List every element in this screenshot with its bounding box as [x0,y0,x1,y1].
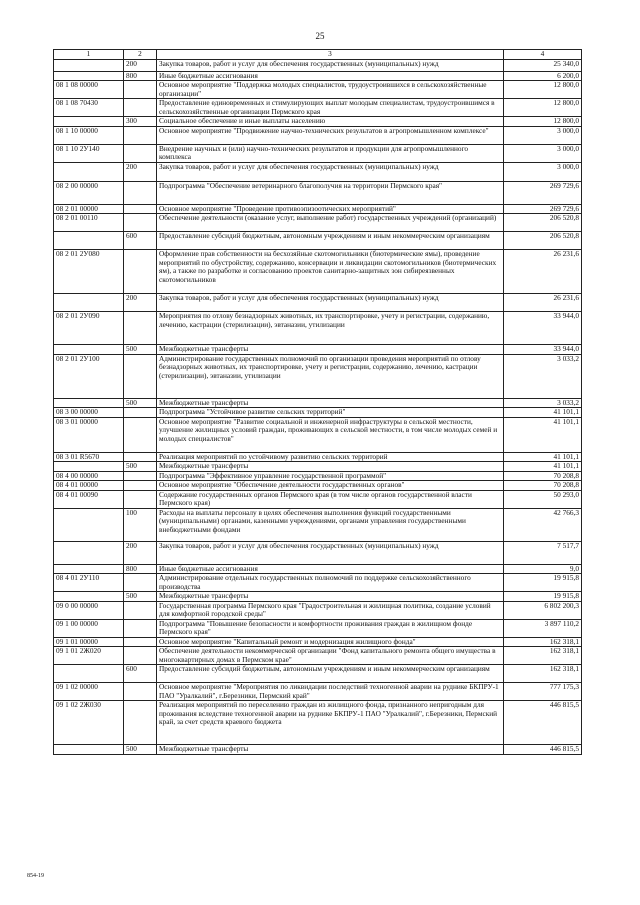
row-code-cell: 08 2 01 2У100 [54,354,124,398]
row-amount-cell: 41 101,1 [504,462,582,472]
table-row [54,481,582,491]
row-amount-cell: 26 231,6 [504,294,582,312]
table-row [54,471,582,481]
row-expense-type-cell: 800 [124,71,157,81]
row-expense-type-cell [124,144,157,162]
row-code-cell [54,462,124,472]
row-code-cell: 09 1 02 00000 [54,683,124,701]
row-expense-type-cell: 300 [124,117,157,127]
table-row [54,144,582,162]
row-expense-type-cell [124,204,157,214]
row-amount-cell: 162 318,1 [504,665,582,683]
row-name-cell: Основное мероприятие "Капитальный ремонт и модернизация жилищного фонда" [157,637,504,647]
row-name-cell: Государственная программа Пермского края "Градостроительная и жилищная политика, создание условий для комфортной городской среды" [157,601,504,619]
table-row [54,408,582,418]
table-row [54,126,582,144]
row-name-cell: Межбюджетные трансферты [157,592,504,602]
row-expense-type-cell: 200 [124,162,157,181]
row-expense-type-cell [124,181,157,204]
row-amount-cell: 12 800,0 [504,81,582,99]
row-name-cell: Предоставление субсидий бюджетным, автономным учреждениям и иным некоммерческим организациям [157,665,504,683]
header-col-2: 2 [124,50,157,60]
table-row [54,592,582,602]
row-code-cell [54,294,124,312]
row-amount-cell: 70 208,8 [504,481,582,491]
row-code-cell: 08 1 10 2У140 [54,144,124,162]
row-name-cell: Основное мероприятие "Проведение противоэпизоотических мероприятий" [157,204,504,214]
row-amount-cell: 12 800,0 [504,117,582,127]
header-col-3: 3 [157,50,504,60]
table-body [54,59,582,754]
table-row [54,637,582,647]
table-row [54,564,582,574]
row-expense-type-cell [124,481,157,491]
row-name-cell: Подпрограмма "Повышение безопасности и комфортности проживания граждан в жилищном фонде Пермского края" [157,619,504,637]
row-code-cell [54,345,124,355]
row-amount-cell: 19 915,8 [504,574,582,592]
row-expense-type-cell: 500 [124,462,157,472]
row-expense-type-cell [124,637,157,647]
row-code-cell [54,59,124,71]
row-expense-type-cell [124,81,157,99]
row-expense-type-cell: 800 [124,564,157,574]
row-name-cell: Администрирование отдельных государственных полномочий по поддержке сельскохозяйственного производства [157,574,504,592]
row-name-cell: Мероприятия по отлову безнадзорных животных, их транспортировке, учету и регистрации, содержанию, лечению, кастрации (стерилизации), эвтаназии, утилизации [157,312,504,345]
header-col-1: 1 [54,50,124,60]
row-expense-type-cell [124,354,157,398]
row-name-cell: Подпрограмма "Устойчивое развитие сельских территорий" [157,408,504,418]
table-row [54,117,582,127]
row-code-cell: 08 2 01 00110 [54,214,124,232]
row-name-cell: Внедрение научных и (или) научно-технических результатов и продукции для агропромышленного комплекса [157,144,504,162]
row-amount-cell: 3 897 110,2 [504,619,582,637]
row-expense-type-cell: 500 [124,745,157,755]
row-expense-type-cell [124,647,157,665]
row-code-cell: 08 3 00 00000 [54,408,124,418]
row-name-cell: Оформление прав собственности на бесхозяйные скотомогильники (биотермические ямы), проведение мероприятий по обустройству, содержанию, консервации и ликвидации скотомогильников (биотермических ям), а также по разработке и согласованию проектов санитарно-защитных зон сибиреязвенных скотомогильников [157,250,504,294]
row-name-cell: Содержание государственных органов Пермского края (в том числе органов государственной власти Пермского края) [157,490,504,508]
row-amount-cell: 162 318,1 [504,637,582,647]
row-amount-cell: 777 175,3 [504,683,582,701]
row-code-cell: 09 1 01 00000 [54,637,124,647]
table-row [54,452,582,462]
table-row [54,232,582,250]
row-name-cell: Обеспечение деятельности (оказание услуг, выполнение работ) государственных учреждений (организаций) [157,214,504,232]
table-header-row [54,50,582,60]
row-amount-cell: 446 815,5 [504,745,582,755]
page-number: 25 [315,31,325,41]
row-name-cell: Межбюджетные трансферты [157,398,504,408]
row-name-cell: Подпрограмма "Обеспечение ветеринарного благополучия на территории Пермского края" [157,181,504,204]
row-amount-cell: 41 101,1 [504,452,582,462]
row-expense-type-cell [124,126,157,144]
table-row [54,345,582,355]
row-amount-cell: 3 033,2 [504,354,582,398]
row-code-cell: 08 1 08 00000 [54,81,124,99]
row-expense-type-cell [124,683,157,701]
row-code-cell: 08 4 01 00090 [54,490,124,508]
table-row [54,181,582,204]
row-expense-type-cell [124,471,157,481]
row-amount-cell: 41 101,1 [504,417,582,452]
row-amount-cell: 6 200,0 [504,71,582,81]
table-row [54,745,582,755]
table-row [54,354,582,398]
table-row [54,204,582,214]
table-row [54,462,582,472]
row-code-cell: 08 3 01 00000 [54,417,124,452]
row-amount-cell: 42 766,3 [504,508,582,541]
row-code-cell [54,117,124,127]
row-name-cell: Основное мероприятие "Продвижение научно-технических результатов в агропромышленном комплексе" [157,126,504,144]
row-amount-cell: 3 000,0 [504,144,582,162]
row-code-cell [54,564,124,574]
table-row [54,541,582,564]
row-code-cell: 08 2 01 00000 [54,204,124,214]
row-expense-type-cell: 500 [124,592,157,602]
row-code-cell [54,71,124,81]
row-name-cell: Межбюджетные трансферты [157,745,504,755]
row-amount-cell: 33 944,0 [504,345,582,355]
header-col-4: 4 [504,50,582,60]
budget-table [53,49,582,755]
row-name-cell: Межбюджетные трансферты [157,345,504,355]
row-code-cell: 09 1 02 2Ж030 [54,701,124,745]
table-row [54,665,582,683]
row-expense-type-cell: 200 [124,294,157,312]
table-row [54,619,582,637]
row-code-cell [54,745,124,755]
row-name-cell: Социальное обеспечение и иные выплаты населению [157,117,504,127]
row-expense-type-cell [124,490,157,508]
row-amount-cell: 6 802 200,3 [504,601,582,619]
row-name-cell: Подпрограмма "Эффективное управление государственной программой" [157,471,504,481]
row-name-cell: Закупка товаров, работ и услуг для обеспечения государственных (муниципальных) нужд [157,162,504,181]
row-code-cell: 08 1 08 70430 [54,99,124,117]
row-name-cell: Основное мероприятие "Мероприятия по ликвидации последствий техногенной аварии на руднике БКПРУ-1 ПАО "Уралкалий", г.Березники, Пермский край" [157,683,504,701]
row-name-cell: Предоставление единовременных и стимулирующих выплат молодым специалистам, трудоустроившимся в сельскохозяйственные организации Пермского края [157,99,504,117]
row-expense-type-cell [124,619,157,637]
row-name-cell: Администрирование государственных полномочий по организации проведения мероприятий по отлову безнадзорных животных, их транспортировке, учету и регистрации, содержанию, лечению, кастрации (стерилизации), эвтаназии, утилизации [157,354,504,398]
table-row [54,683,582,701]
row-amount-cell: 9,0 [504,564,582,574]
row-expense-type-cell [124,574,157,592]
table-row [54,417,582,452]
table-row [54,71,582,81]
row-name-cell: Основное мероприятие "Обеспечение деятельности государственных органов" [157,481,504,491]
row-amount-cell: 50 293,0 [504,490,582,508]
row-code-cell: 08 4 00 00000 [54,471,124,481]
row-amount-cell: 446 815,5 [504,701,582,745]
table-row [54,250,582,294]
row-code-cell: 08 4 01 00000 [54,481,124,491]
row-expense-type-cell [124,214,157,232]
table-row [54,398,582,408]
row-expense-type-cell [124,250,157,294]
table-row [54,59,582,71]
row-code-cell: 08 2 00 00000 [54,181,124,204]
row-amount-cell: 33 944,0 [504,312,582,345]
row-expense-type-cell: 100 [124,508,157,541]
row-name-cell: Обеспечение деятельности некоммерческой организации "Фонд капитального ремонта общего имущества в многоквартирных домах в Пермском крае" [157,647,504,665]
row-name-cell: Основное мероприятие "Развитие социальной и инженерной инфраструктуры в сельской местности, улучшение жилищных условий граждан, проживающих в сельской местности, в том числе молодых семей и молодых специалистов" [157,417,504,452]
table-row [54,490,582,508]
row-code-cell [54,162,124,181]
table-row [54,162,582,181]
row-amount-cell: 25 340,0 [504,59,582,71]
row-code-cell: 08 4 01 2У110 [54,574,124,592]
row-expense-type-cell [124,312,157,345]
row-expense-type-cell: 500 [124,345,157,355]
row-expense-type-cell [124,452,157,462]
row-code-cell: 08 2 01 2У080 [54,250,124,294]
row-name-cell: Иные бюджетные ассигнования [157,564,504,574]
footer-code: 854-19 [27,873,44,879]
row-amount-cell: 3 000,0 [504,162,582,181]
row-expense-type-cell [124,701,157,745]
row-name-cell: Иные бюджетные ассигнования [157,71,504,81]
table-row [54,508,582,541]
row-expense-type-cell [124,417,157,452]
table-row [54,574,582,592]
row-code-cell: 08 1 10 00000 [54,126,124,144]
row-amount-cell: 3 000,0 [504,126,582,144]
row-name-cell: Основное мероприятие "Поддержка молодых специалистов, трудоустроившихся в сельскохозяйственные организации" [157,81,504,99]
row-amount-cell: 206 520,8 [504,232,582,250]
row-amount-cell: 26 231,6 [504,250,582,294]
row-amount-cell: 269 729,6 [504,181,582,204]
row-amount-cell: 19 915,8 [504,592,582,602]
table-row [54,99,582,117]
row-expense-type-cell: 500 [124,398,157,408]
table-row [54,701,582,745]
row-name-cell: Закупка товаров, работ и услуг для обеспечения государственных (муниципальных) нужд [157,59,504,71]
row-name-cell: Закупка товаров, работ и услуг для обеспечения государственных (муниципальных) нужд [157,294,504,312]
row-code-cell [54,665,124,683]
row-amount-cell: 41 101,1 [504,408,582,418]
row-code-cell: 09 1 01 2Ж020 [54,647,124,665]
row-code-cell [54,398,124,408]
row-amount-cell: 206 520,8 [504,214,582,232]
table-row [54,214,582,232]
row-amount-cell: 162 318,1 [504,647,582,665]
row-amount-cell: 7 517,7 [504,541,582,564]
row-name-cell: Расходы на выплаты персоналу в целях обеспечения выполнения функций государственными (муниципальными) органами, казенными учреждениями, органами управления государственными внебюджетными фондами [157,508,504,541]
table-row [54,601,582,619]
row-code-cell: 08 2 01 2У090 [54,312,124,345]
table-row [54,81,582,99]
row-expense-type-cell [124,408,157,418]
row-code-cell: 09 1 00 00000 [54,619,124,637]
row-expense-type-cell: 200 [124,541,157,564]
row-amount-cell: 70 208,8 [504,471,582,481]
table-row [54,312,582,345]
row-name-cell: Реализация мероприятий по переселению граждан из жилищного фонда, признанного непригодным для проживания вследствие техногенной аварии на руднике БКПРУ-1 ПАО "Уралкалий", г.Березники, Пермский край, за счет средств краевого бюджета [157,701,504,745]
row-name-cell: Межбюджетные трансферты [157,462,504,472]
row-amount-cell: 269 729,6 [504,204,582,214]
row-expense-type-cell: 600 [124,665,157,683]
row-name-cell: Реализация мероприятий по устойчивому развитию сельских территорий [157,452,504,462]
row-code-cell [54,232,124,250]
row-expense-type-cell: 200 [124,59,157,71]
row-expense-type-cell [124,601,157,619]
row-code-cell: 09 0 00 00000 [54,601,124,619]
row-name-cell: Предоставление субсидий бюджетным, автономным учреждениям и иным некоммерческим организациям [157,232,504,250]
row-code-cell: 08 3 01 R5670 [54,452,124,462]
table-row [54,294,582,312]
row-expense-type-cell [124,99,157,117]
row-expense-type-cell: 600 [124,232,157,250]
row-amount-cell: 3 033,2 [504,398,582,408]
row-code-cell [54,592,124,602]
row-code-cell [54,541,124,564]
row-code-cell [54,508,124,541]
row-name-cell: Закупка товаров, работ и услуг для обеспечения государственных (муниципальных) нужд [157,541,504,564]
table-row [54,647,582,665]
row-amount-cell: 12 800,0 [504,99,582,117]
